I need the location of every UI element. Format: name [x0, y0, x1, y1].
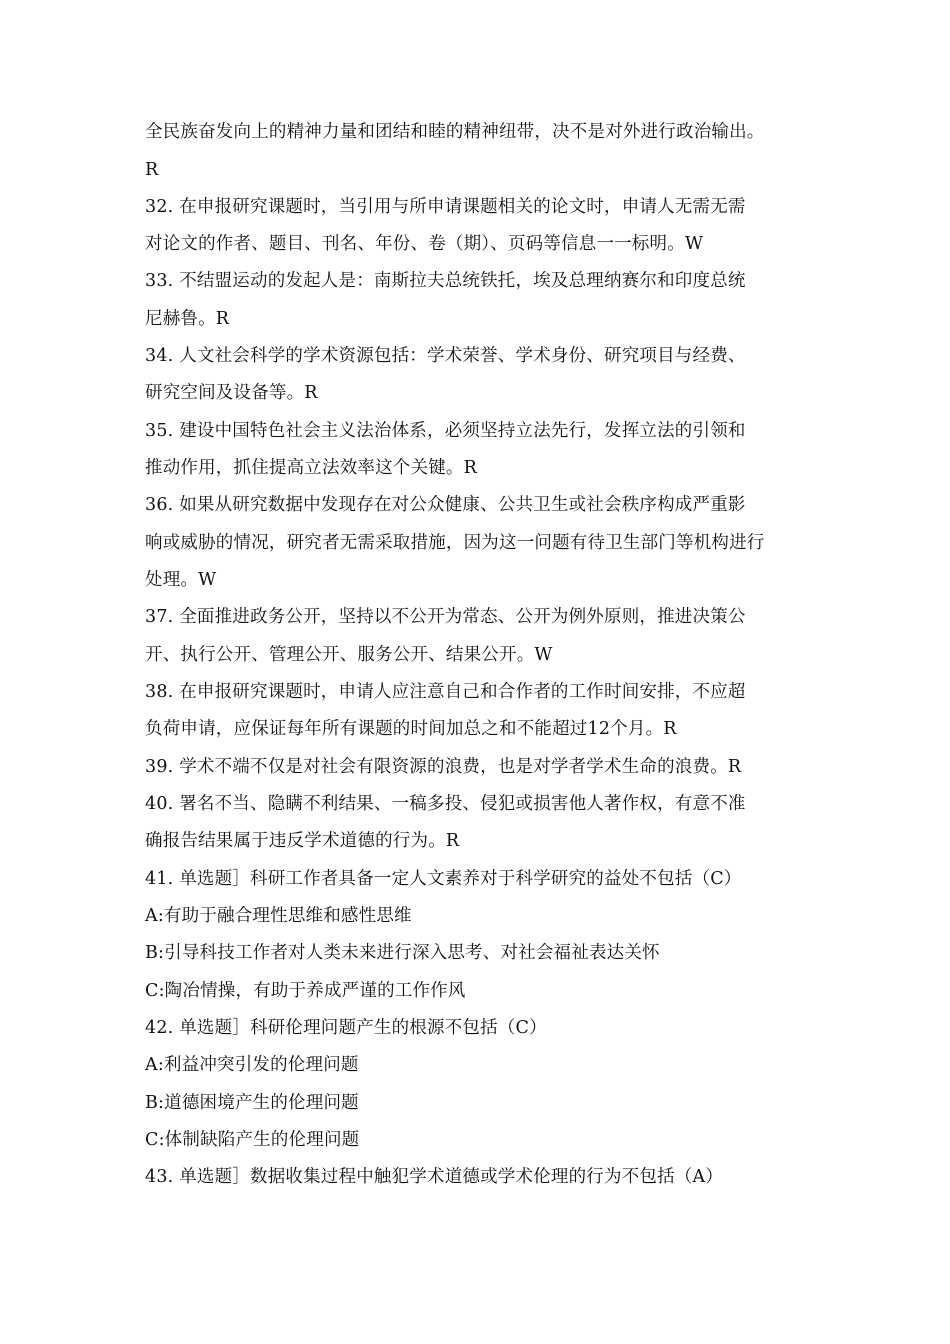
text-line: 36. 如果从研究数据中发现存在对公众健康、公共卫生或社会秩序构成严重影: [145, 495, 746, 515]
text-line: 35. 建设中国特色社会主义法治体系，必须坚持立法先行，发挥立法的引领和: [145, 421, 746, 441]
text-line: B:道德困境产生的伦理问题: [145, 1093, 359, 1113]
text-line: 推动作用，抓住提高立法效率这个关键。R: [145, 458, 477, 478]
text-line: 尼赫鲁。R: [145, 309, 230, 329]
text-line: 全民族奋发向上的精神力量和团结和睦的精神纽带，决不是对外进行政治输出。: [145, 122, 765, 142]
text-line: R: [145, 160, 159, 180]
text-line: 39. 学术不端不仅是对社会有限资源的浪费，也是对学者学术生命的浪费。R: [145, 757, 742, 777]
text-line: 响或威胁的情况，研究者无需采取措施，因为这一问题有待卫生部门等机构进行: [145, 533, 765, 553]
text-line: 负荷申请，应保证每年所有课题的时间加总之和不能超过12个月。R: [145, 719, 677, 739]
text-line: 33. 不结盟运动的发起人是：南斯拉夫总统铁托，埃及总理纳赛尔和印度总统: [145, 271, 746, 291]
text-line: 40. 署名不当、隐瞒不利结果、一稿多投、侵犯或损害他人著作权，有意不准: [145, 794, 746, 814]
text-line: 开、执行公开、管理公开、服务公开、结果公开。W: [145, 645, 553, 665]
text-line: 37. 全面推进政务公开，坚持以不公开为常态、公开为例外原则，推进决策公: [145, 607, 746, 627]
text-line: B:引导科技工作者对人类未来进行深入思考、对社会福祉表达关怀: [145, 943, 660, 963]
text-line: 38. 在申报研究课题时，申请人应注意自己和合作者的工作时间安排，不应超: [145, 682, 746, 702]
text-line: A:有助于融合理性思维和感性思维: [145, 906, 412, 926]
text-line: 34. 人文社会科学的学术资源包括：学术荣誉、学术身份、研究项目与经费、: [145, 346, 746, 366]
text-line: 42. 单选题］科研伦理问题产生的根源不包括（C）: [145, 1018, 547, 1038]
text-line: 研究空间及设备等。R: [145, 383, 318, 403]
text-line: 43. 单选题］数据收集过程中触犯学术道德或学术伦理的行为不包括（A）: [145, 1167, 724, 1187]
text-line: 32. 在申报研究课题时，当引用与所申请课题相关的论文时，申请人无需无需: [145, 197, 746, 217]
text-line: A:利益冲突引发的伦理问题: [145, 1055, 359, 1075]
text-line: 41. 单选题］科研工作者具备一定人文素养对于科学研究的益处不包括（C）: [145, 869, 742, 889]
text-line: C:体制缺陷产生的伦理问题: [145, 1130, 360, 1150]
text-line: C:陶冶情操，有助于养成严谨的工作作风: [145, 981, 466, 1001]
text-line: 处理。W: [145, 570, 217, 590]
text-line: 对论文的作者、题目、刊名、年份、卷（期）、页码等信息一一标明。W: [145, 234, 704, 254]
text-line: 确报告结果属于违反学术道德的行为。R: [145, 831, 460, 851]
